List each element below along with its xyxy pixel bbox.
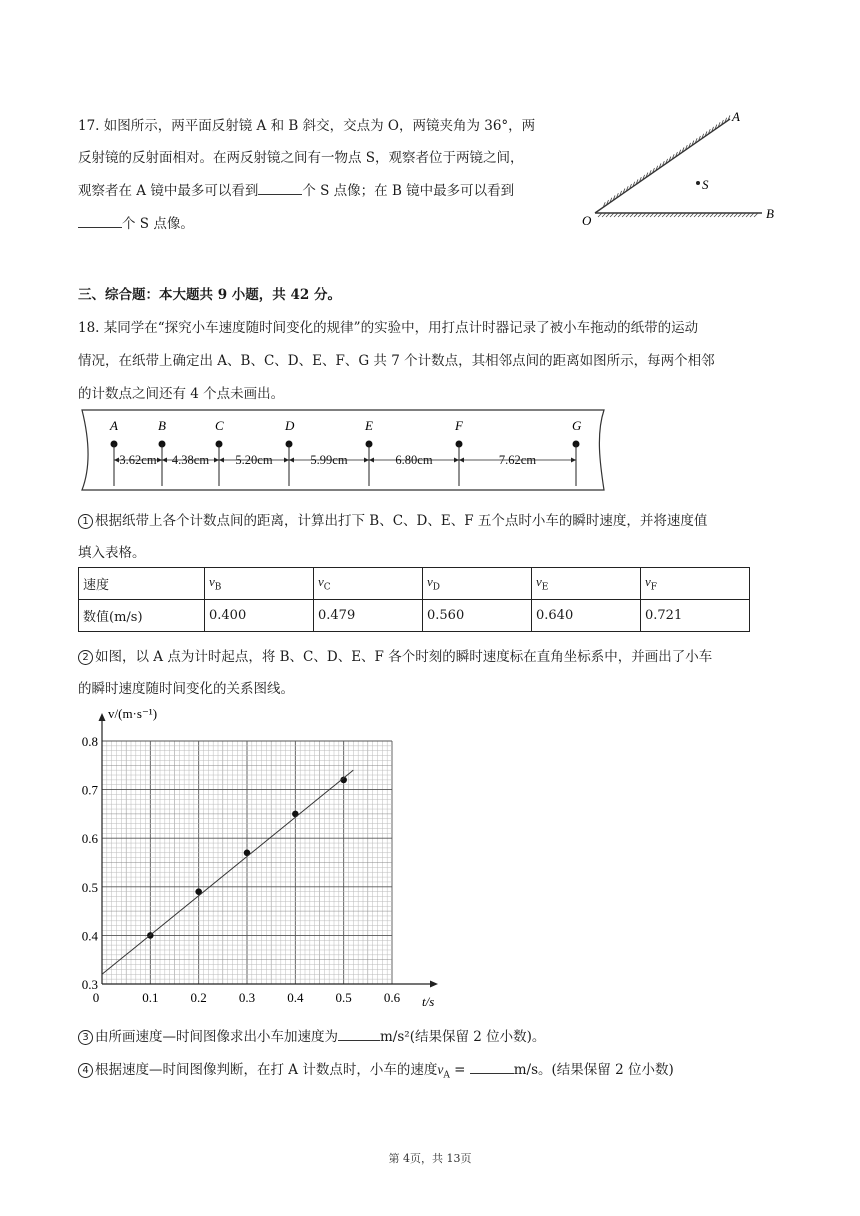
part2-text-1: 如图，以 A 点为计时起点，将 B、C、D、E、F 各个时刻的瞬时速度标在直角坐标系中，并画出了小车 (95, 649, 713, 665)
table-cell-value: 0.640 (532, 600, 641, 632)
table-row-header (79, 568, 750, 600)
q17-line-3 (78, 179, 514, 199)
tape-label-a: A (110, 418, 118, 433)
tape-arrow (284, 458, 289, 463)
table-cell-label: 速度 (79, 568, 205, 600)
q18-line-1: 18. 某同学在“探究小车速度随时间变化的规律”的实验中，用打点计时器记录了被小车拖动的纸带的运动 (78, 320, 699, 336)
part1-text-1: 根据纸带上各个计数点间的距离，计算出打下 B、C、D、E、F 五个点时小车的瞬时速度，并将速度值 (95, 513, 708, 529)
x-tick-label: 0.3 (238, 990, 256, 1005)
answer-blank-b-mirror[interactable] (78, 213, 122, 228)
y-tick-label: 0.5 (81, 879, 98, 895)
q17-line-3a: 观察者在 A 镜中最多可以看到 (78, 183, 259, 199)
table-cell-value: 0.479 (314, 600, 423, 632)
part1-line-2: 填入表格。 (78, 545, 146, 561)
part3-text-a: 由所画速度—时间图像求出小车加速度为 (95, 1029, 338, 1045)
part3-marker: 3 (78, 1030, 93, 1045)
tape-arrow (157, 458, 162, 463)
label-a: A (732, 109, 740, 124)
answer-blank-velocity-a[interactable] (470, 1059, 514, 1074)
table-cell-value: 0.400 (205, 600, 314, 632)
table-cell-value: 0.721 (641, 600, 750, 632)
y-tick-label: 0.6 (81, 831, 98, 847)
part4-text-d: m/s。(结果保留 2 位小数) (513, 1062, 674, 1078)
tape-distance-label: 3.62cm (119, 453, 157, 467)
tape-distance-label: 6.80cm (395, 453, 433, 467)
label-o: O (582, 213, 592, 228)
part2-marker: 2 (78, 650, 93, 665)
part3-text-b: m/s²(结果保留 2 位小数)。 (380, 1029, 546, 1045)
tape-arrow (219, 458, 224, 463)
tape-distance-label: 4.38cm (171, 453, 210, 467)
part4-equals: = (454, 1062, 466, 1078)
part1-line-1 (78, 509, 707, 529)
part3-line (78, 1025, 545, 1045)
x-tick-label: 0.2 (190, 990, 207, 1005)
x-tick-label: 0.6 (383, 990, 401, 1005)
q17-line-4b: 个 S 点像。 (122, 216, 194, 232)
part1-marker: 1 (78, 514, 93, 529)
q18-line-2: 情况，在纸带上确定出 A、B、C、D、E、F、G 共 7 个计数点，其相邻点间的距离如图所示，每两个相邻 (78, 353, 715, 369)
chart-grid (102, 741, 392, 984)
table-cell-vc: $v_C$ (314, 568, 423, 600)
y-axis-label: v/(m·s⁻¹) (108, 706, 158, 721)
y-axis-arrow (99, 713, 106, 721)
table-cell-label: 数值(m/s) (79, 600, 205, 632)
tape-arrow (214, 458, 219, 463)
tape-points-group (109, 418, 582, 486)
answer-blank-acceleration[interactable] (338, 1026, 380, 1041)
table-cell-vf: $v_F$ (641, 568, 750, 600)
y-tick-label: 0.8 (81, 734, 98, 749)
data-point (292, 811, 299, 818)
x-tick-label: 0.4 (287, 990, 304, 1005)
part2-line-2: 的瞬时速度随时间变化的关系图线。 (78, 681, 294, 697)
tape-label-b: B (158, 418, 166, 433)
velocity-time-chart (60, 700, 460, 1010)
tape-arrow (364, 458, 369, 463)
y-tick-label: 0.4 (81, 928, 98, 944)
tape-arrow (114, 458, 119, 463)
x-axis-arrow (430, 981, 438, 988)
mirror-figure (580, 105, 790, 235)
x-tick-label: 0.5 (335, 990, 352, 1005)
label-b: B (766, 206, 774, 221)
label-s: S (702, 177, 709, 192)
speed-table (78, 567, 750, 632)
tape-label-g: G (572, 418, 582, 433)
tape-distance-label: 7.62cm (498, 453, 537, 467)
tape-arrow (571, 458, 576, 463)
tape-distance-label: 5.20cm (235, 453, 273, 467)
section-title: 三、综合题：本大题共 9 小题，共 42 分。 (78, 287, 341, 303)
answer-blank-a-mirror[interactable] (258, 180, 302, 195)
tape-arrow (369, 458, 374, 463)
part4-text-a: 根据速度—时间图像判断，在打 A 计数点时，小车的速度 (95, 1062, 438, 1078)
x-tick-label: 0.1 (142, 990, 159, 1005)
part4-line (78, 1058, 674, 1081)
tape-label-d: D (285, 418, 295, 433)
paper-tape-figure (76, 406, 612, 494)
x-axis-label: t/s (422, 994, 435, 1009)
tape-label-e: E (365, 418, 373, 433)
part4-var: v (437, 1062, 444, 1077)
table-cell-vb: $v_B$ (205, 568, 314, 600)
q17-line-1: 17. 如图所示，两平面反射镜 A 和 B 斜交，交点为 O，两镜夹角为 36°，两 (78, 118, 536, 134)
q18-line-3: 的计数点之间还有 4 个点未画出。 (78, 386, 285, 402)
y-tick-label: 0.7 (81, 782, 98, 798)
part2-line-1 (78, 645, 712, 665)
q17-line-4 (78, 212, 194, 232)
tape-arrow (289, 458, 294, 463)
tape-arrow (454, 458, 459, 463)
table-cell-vd: $v_D$ (423, 568, 532, 600)
q17-line-2: 反射镜的反射面相对。在两反射镜之间有一物点 S，观察者位于两镜之间， (78, 150, 524, 166)
y-tick-label: 0.3 (81, 977, 98, 992)
q17-line-3b: 个 S 点像；在 B 镜中最多可以看到 (302, 183, 515, 199)
tape-distance-label: 5.99cm (310, 453, 348, 467)
tape-label-c: C (215, 418, 224, 433)
tape-arrow (162, 458, 167, 463)
part4-marker: 4 (78, 1063, 93, 1078)
x-tick-label: 0 (92, 990, 100, 1005)
tape-arrow (459, 458, 464, 463)
part4-var-sub: A (443, 1070, 450, 1081)
page-footer: 第 4页，共 13页 (388, 1152, 472, 1165)
tape-label-f: F (455, 418, 463, 433)
table-row-values (79, 600, 750, 632)
object-point-s (696, 181, 700, 185)
table-cell-value: 0.560 (423, 600, 532, 632)
table-cell-ve: $v_E$ (532, 568, 641, 600)
